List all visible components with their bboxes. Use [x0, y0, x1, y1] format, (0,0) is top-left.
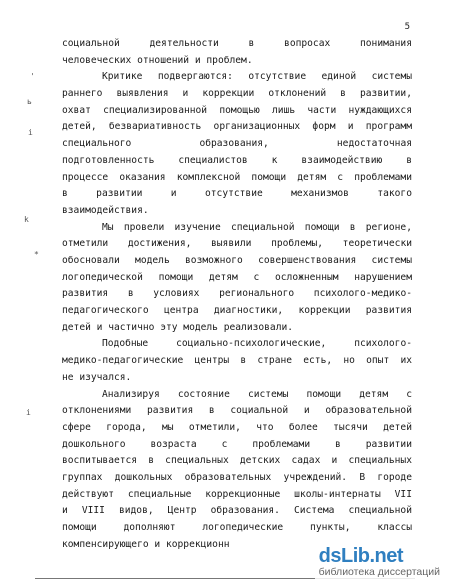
- margin-mark: i: [28, 128, 33, 137]
- page-number: 5: [404, 22, 410, 32]
- margin-mark: ': [30, 72, 35, 81]
- text-line: и VIII видов, Центр образования. Система специальной: [62, 505, 412, 517]
- text-line: логопедической помощи детям с осложненным нарушением: [62, 271, 412, 283]
- text-line: группах дошкольных образовательных учреждений. В городе: [62, 471, 412, 483]
- text-line: детей, безвариативность организационных форм и программ: [62, 121, 412, 133]
- text-line: педагогического центра диагностики, коррекции развития: [62, 305, 412, 317]
- watermark-tagline: библиотека диссертаций: [318, 566, 440, 578]
- text-line: социальной деятельности в вопросах понимания: [62, 38, 412, 49]
- text-line: охват специализированной помощью лишь части нуждающихся: [62, 104, 412, 116]
- margin-mark: k: [24, 215, 29, 224]
- text-line: Подобные социально-психологические, психолого-: [102, 338, 412, 350]
- text-line: отклонениями развития в социальной и образовательной: [62, 405, 412, 417]
- text-line: Критике подвергаются: отсутствие единой системы: [102, 71, 412, 83]
- text-line: дошкольного возраста с проблемами в развитии: [62, 438, 412, 450]
- text-line: процессе оказания комплексной помощи детям с проблемами: [62, 171, 412, 183]
- margin-mark: i: [26, 408, 31, 417]
- text-line: человеческих отношений и проблем.: [62, 54, 253, 66]
- text-line: помощи дополняют логопедические пункты, классы: [62, 522, 412, 533]
- margin-mark: *: [34, 250, 39, 259]
- text-line: не изучался.: [62, 371, 132, 383]
- text-line: детей и частично эту модель реализовали.: [62, 321, 294, 333]
- text-line: компенсирующего и коррекционн: [62, 538, 230, 550]
- text-line: воспитывается в специальных детских садах и специальных: [62, 455, 412, 467]
- text-line: взаимодействия.: [62, 204, 149, 216]
- margin-mark: ь: [27, 97, 32, 106]
- text-line: развития в условиях регионального психолого-медико-: [62, 288, 412, 300]
- text-line: Анализируя состояние системы помощи детям с: [102, 388, 412, 400]
- text-line: медико-педагогические центры в стране есть, но опыт их: [62, 355, 412, 367]
- body-text: [62, 36, 412, 553]
- text-line: специального образования, недостаточная: [62, 138, 412, 150]
- watermark-logo: dsLib.net: [318, 545, 404, 567]
- text-line: в развитии и отсутствие механизмов такого: [62, 188, 412, 200]
- text-line: подготовленность специалистов к взаимодействию в: [62, 154, 412, 166]
- text-line: действуют специальные коррекционные школы-интернаты VII: [62, 488, 412, 500]
- text-line: Мы провели изучение специальной помощи в регионе,: [102, 221, 412, 233]
- watermark: [315, 544, 444, 580]
- margin-marks: [0, 0, 40, 582]
- text-line: обосновали модель возможного совершенствования системы: [62, 254, 412, 266]
- text-line: сфере города, мы отметили, что более тысячи детей: [62, 421, 412, 433]
- text-line: отметили достижения, выявили проблемы, теоретически: [62, 238, 412, 250]
- text-line: раннего выявления и коррекции отклонений в развитии,: [62, 88, 412, 100]
